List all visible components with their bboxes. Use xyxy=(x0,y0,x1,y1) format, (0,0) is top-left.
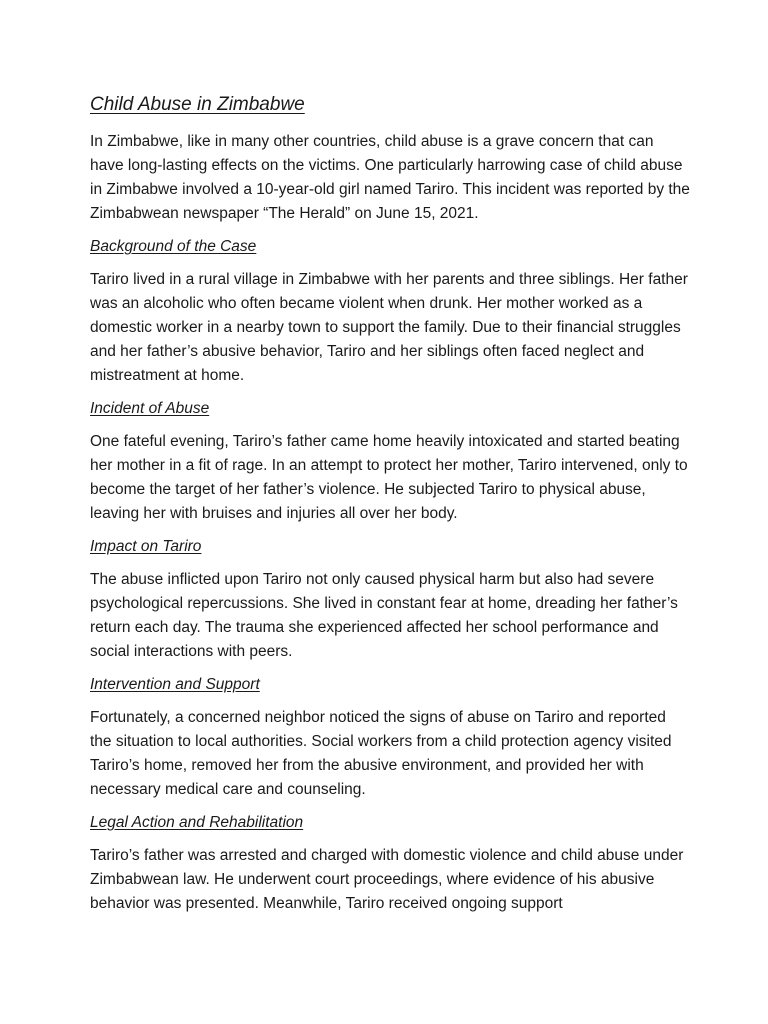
section-paragraph: Fortunately, a concerned neighbor noticed the signs of abuse on Tariro and reported the situation to local authorities. Social workers from a child protection agency visited Tariro’s home, removed her from the abusive environment, and provided her with necessary medical care and counseling. xyxy=(90,709,672,798)
intro-paragraph: In Zimbabwe, like in many other countries, child abuse is a grave concern that can have long-lasting effects on the victims. One particularly harrowing case of child abuse in Zimbabwe involved a 10-year-old girl named Tariro. This incident was reported by the Zimbabwean newspaper “The Herald” on June 15, 2021. xyxy=(90,133,690,222)
section-heading: Background of the Case xyxy=(90,238,257,255)
section-paragraph: Tariro’s father was arrested and charged with domestic violence and child abuse under Zimbabwean law. He underwent court proceedings, where evidence of his abusive behavior was presented. Meanwhile, Tariro received ongoing support xyxy=(90,847,684,912)
section-heading: Legal Action and Rehabilitation xyxy=(90,814,304,831)
section-incident xyxy=(90,398,690,526)
document-page xyxy=(90,92,690,926)
section-paragraph: One fateful evening, Tariro’s father came home heavily intoxicated and started beating her mother in a fit of rage. In an attempt to protect her mother, Tariro intervened, only to become the target of her father’s violence. He subjected Tariro to physical abuse, leaving her with bruises and injuries all over her body. xyxy=(90,433,688,522)
section-paragraph: The abuse inflicted upon Tariro not only caused physical harm but also had severe psychological repercussions. She lived in constant fear at home, dreading her father’s return each day. The trauma she experienced affected her school performance and social interactions with peers. xyxy=(90,571,678,660)
document-title: Child Abuse in Zimbabwe xyxy=(90,94,305,115)
section-heading: Incident of Abuse xyxy=(90,400,210,417)
section-impact xyxy=(90,536,690,664)
section-background xyxy=(90,236,690,388)
section-heading: Intervention and Support xyxy=(90,676,260,693)
section-intervention xyxy=(90,674,690,802)
section-heading: Impact on Tariro xyxy=(90,538,202,555)
section-paragraph: Tariro lived in a rural village in Zimbabwe with her parents and three siblings. Her father was an alcoholic who often became violent when drunk. Her mother worked as a domestic worker in a nearby town to support the family. Due to their financial struggles and her father’s abusive behavior, Tariro and her siblings often faced neglect and mistreatment at home. xyxy=(90,271,688,384)
section-legal xyxy=(90,812,690,916)
